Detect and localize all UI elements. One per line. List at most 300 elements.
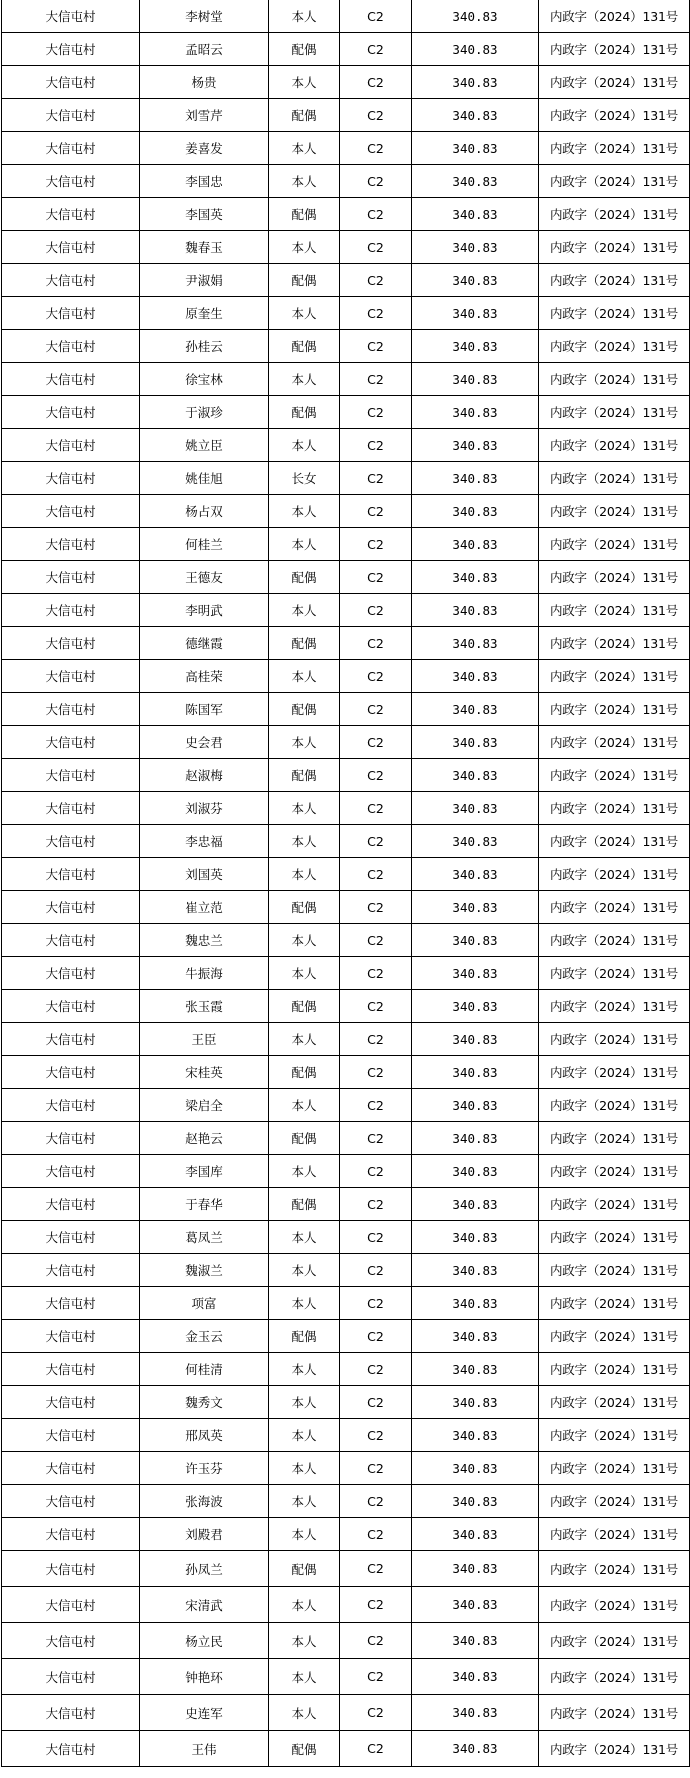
amount-cell: 340.83 bbox=[412, 231, 539, 264]
amount-cell: 340.83 bbox=[412, 1254, 539, 1287]
relation-cell: 本人 bbox=[269, 792, 340, 825]
amount-cell: 340.83 bbox=[412, 726, 539, 759]
document-number-cell: 内政字（2024）131号 bbox=[539, 1188, 690, 1221]
document-number-cell: 内政字（2024）131号 bbox=[539, 957, 690, 990]
village-cell: 大信屯村 bbox=[2, 594, 140, 627]
amount-cell: 340.83 bbox=[412, 1089, 539, 1122]
name-cell: 张玉霞 bbox=[140, 990, 269, 1023]
village-cell: 大信屯村 bbox=[2, 1089, 140, 1122]
village-cell: 大信屯村 bbox=[2, 1551, 140, 1587]
table-row bbox=[2, 1089, 690, 1122]
name-cell: 邢凤英 bbox=[140, 1419, 269, 1452]
relation-cell: 配偶 bbox=[269, 330, 340, 363]
name-cell: 徐宝林 bbox=[140, 363, 269, 396]
village-cell: 大信屯村 bbox=[2, 759, 140, 792]
subsidy-roster-table bbox=[1, 0, 690, 1767]
document-number-cell: 内政字（2024）131号 bbox=[539, 1320, 690, 1353]
grade-cell: C2 bbox=[340, 33, 412, 66]
grade-cell: C2 bbox=[340, 231, 412, 264]
relation-cell: 配偶 bbox=[269, 1731, 340, 1767]
name-cell: 高桂荣 bbox=[140, 660, 269, 693]
table-row bbox=[2, 594, 690, 627]
grade-cell: C2 bbox=[340, 858, 412, 891]
relation-cell: 本人 bbox=[269, 1518, 340, 1551]
grade-cell: C2 bbox=[340, 1386, 412, 1419]
amount-cell: 340.83 bbox=[412, 396, 539, 429]
name-cell: 刘雪芹 bbox=[140, 99, 269, 132]
grade-cell: C2 bbox=[340, 1551, 412, 1587]
relation-cell: 本人 bbox=[269, 1386, 340, 1419]
table-row bbox=[2, 693, 690, 726]
relation-cell: 配偶 bbox=[269, 198, 340, 231]
relation-cell: 本人 bbox=[269, 1695, 340, 1731]
amount-cell: 340.83 bbox=[412, 330, 539, 363]
table-row bbox=[2, 1419, 690, 1452]
village-cell: 大信屯村 bbox=[2, 726, 140, 759]
table-row bbox=[2, 1386, 690, 1419]
amount-cell: 340.83 bbox=[412, 627, 539, 660]
grade-cell: C2 bbox=[340, 1485, 412, 1518]
document-number-cell: 内政字（2024）131号 bbox=[539, 1623, 690, 1659]
amount-cell: 340.83 bbox=[412, 0, 539, 33]
amount-cell: 340.83 bbox=[412, 66, 539, 99]
document-number-cell: 内政字（2024）131号 bbox=[539, 1452, 690, 1485]
document-number-cell: 内政字（2024）131号 bbox=[539, 462, 690, 495]
amount-cell: 340.83 bbox=[412, 1056, 539, 1089]
village-cell: 大信屯村 bbox=[2, 1419, 140, 1452]
document-number-cell: 内政字（2024）131号 bbox=[539, 198, 690, 231]
document-number-cell: 内政字（2024）131号 bbox=[539, 561, 690, 594]
grade-cell: C2 bbox=[340, 924, 412, 957]
relation-cell: 本人 bbox=[269, 594, 340, 627]
village-cell: 大信屯村 bbox=[2, 1155, 140, 1188]
name-cell: 宋桂英 bbox=[140, 1056, 269, 1089]
document-number-cell: 内政字（2024）131号 bbox=[539, 132, 690, 165]
name-cell: 王伟 bbox=[140, 1731, 269, 1767]
name-cell: 李国英 bbox=[140, 198, 269, 231]
document-number-cell: 内政字（2024）131号 bbox=[539, 165, 690, 198]
amount-cell: 340.83 bbox=[412, 132, 539, 165]
name-cell: 陈国军 bbox=[140, 693, 269, 726]
relation-cell: 本人 bbox=[269, 1587, 340, 1623]
grade-cell: C2 bbox=[340, 1023, 412, 1056]
table-row bbox=[2, 495, 690, 528]
amount-cell: 340.83 bbox=[412, 561, 539, 594]
village-cell: 大信屯村 bbox=[2, 825, 140, 858]
grade-cell: C2 bbox=[340, 660, 412, 693]
grade-cell: C2 bbox=[340, 1353, 412, 1386]
grade-cell: C2 bbox=[340, 66, 412, 99]
amount-cell: 340.83 bbox=[412, 891, 539, 924]
grade-cell: C2 bbox=[340, 726, 412, 759]
amount-cell: 340.83 bbox=[412, 1221, 539, 1254]
table-row bbox=[2, 1731, 690, 1767]
table-row bbox=[2, 1551, 690, 1587]
document-number-cell: 内政字（2024）131号 bbox=[539, 33, 690, 66]
village-cell: 大信屯村 bbox=[2, 1353, 140, 1386]
village-cell: 大信屯村 bbox=[2, 693, 140, 726]
table-row bbox=[2, 99, 690, 132]
document-number-cell: 内政字（2024）131号 bbox=[539, 627, 690, 660]
village-cell: 大信屯村 bbox=[2, 495, 140, 528]
village-cell: 大信屯村 bbox=[2, 1623, 140, 1659]
name-cell: 李国忠 bbox=[140, 165, 269, 198]
relation-cell: 本人 bbox=[269, 726, 340, 759]
table-row bbox=[2, 462, 690, 495]
name-cell: 德继霞 bbox=[140, 627, 269, 660]
document-number-cell: 内政字（2024）131号 bbox=[539, 264, 690, 297]
relation-cell: 配偶 bbox=[269, 1320, 340, 1353]
document-number-cell: 内政字（2024）131号 bbox=[539, 594, 690, 627]
table-row bbox=[2, 561, 690, 594]
grade-cell: C2 bbox=[340, 198, 412, 231]
grade-cell: C2 bbox=[340, 1659, 412, 1695]
relation-cell: 本人 bbox=[269, 66, 340, 99]
name-cell: 刘淑芬 bbox=[140, 792, 269, 825]
amount-cell: 340.83 bbox=[412, 957, 539, 990]
name-cell: 史连军 bbox=[140, 1695, 269, 1731]
document-number-cell: 内政字（2024）131号 bbox=[539, 528, 690, 561]
village-cell: 大信屯村 bbox=[2, 330, 140, 363]
grade-cell: C2 bbox=[340, 825, 412, 858]
grade-cell: C2 bbox=[340, 462, 412, 495]
amount-cell: 340.83 bbox=[412, 660, 539, 693]
document-number-cell: 内政字（2024）131号 bbox=[539, 1485, 690, 1518]
document-number-cell: 内政字（2024）131号 bbox=[539, 1287, 690, 1320]
village-cell: 大信屯村 bbox=[2, 66, 140, 99]
relation-cell: 本人 bbox=[269, 825, 340, 858]
document-number-cell: 内政字（2024）131号 bbox=[539, 0, 690, 33]
village-cell: 大信屯村 bbox=[2, 1695, 140, 1731]
grade-cell: C2 bbox=[340, 1623, 412, 1659]
amount-cell: 340.83 bbox=[412, 759, 539, 792]
name-cell: 原奎生 bbox=[140, 297, 269, 330]
amount-cell: 340.83 bbox=[412, 1386, 539, 1419]
table-row bbox=[2, 1320, 690, 1353]
village-cell: 大信屯村 bbox=[2, 990, 140, 1023]
relation-cell: 本人 bbox=[269, 1221, 340, 1254]
grade-cell: C2 bbox=[340, 1518, 412, 1551]
grade-cell: C2 bbox=[340, 594, 412, 627]
amount-cell: 340.83 bbox=[412, 990, 539, 1023]
document-number-cell: 内政字（2024）131号 bbox=[539, 66, 690, 99]
relation-cell: 配偶 bbox=[269, 396, 340, 429]
document-number-cell: 内政字（2024）131号 bbox=[539, 858, 690, 891]
relation-cell: 本人 bbox=[269, 1353, 340, 1386]
name-cell: 牛振海 bbox=[140, 957, 269, 990]
village-cell: 大信屯村 bbox=[2, 363, 140, 396]
document-number-cell: 内政字（2024）131号 bbox=[539, 891, 690, 924]
document-number-cell: 内政字（2024）131号 bbox=[539, 990, 690, 1023]
table-row bbox=[2, 1353, 690, 1386]
name-cell: 于春华 bbox=[140, 1188, 269, 1221]
name-cell: 钟艳环 bbox=[140, 1659, 269, 1695]
amount-cell: 340.83 bbox=[412, 792, 539, 825]
document-number-cell: 内政字（2024）131号 bbox=[539, 297, 690, 330]
relation-cell: 本人 bbox=[269, 1155, 340, 1188]
table-row bbox=[2, 1659, 690, 1695]
name-cell: 李国库 bbox=[140, 1155, 269, 1188]
document-number-cell: 内政字（2024）131号 bbox=[539, 1155, 690, 1188]
name-cell: 姚立臣 bbox=[140, 429, 269, 462]
name-cell: 杨占双 bbox=[140, 495, 269, 528]
name-cell: 李树堂 bbox=[140, 0, 269, 33]
relation-cell: 配偶 bbox=[269, 561, 340, 594]
table-row bbox=[2, 627, 690, 660]
grade-cell: C2 bbox=[340, 495, 412, 528]
name-cell: 葛凤兰 bbox=[140, 1221, 269, 1254]
table-row bbox=[2, 792, 690, 825]
grade-cell: C2 bbox=[340, 330, 412, 363]
village-cell: 大信屯村 bbox=[2, 627, 140, 660]
document-number-cell: 内政字（2024）131号 bbox=[539, 1695, 690, 1731]
document-number-cell: 内政字（2024）131号 bbox=[539, 1659, 690, 1695]
relation-cell: 配偶 bbox=[269, 759, 340, 792]
village-cell: 大信屯村 bbox=[2, 1386, 140, 1419]
village-cell: 大信屯村 bbox=[2, 231, 140, 264]
name-cell: 王臣 bbox=[140, 1023, 269, 1056]
name-cell: 孙桂云 bbox=[140, 330, 269, 363]
document-number-cell: 内政字（2024）131号 bbox=[539, 1551, 690, 1587]
table-row bbox=[2, 1623, 690, 1659]
amount-cell: 340.83 bbox=[412, 594, 539, 627]
name-cell: 何桂兰 bbox=[140, 528, 269, 561]
name-cell: 杨贵 bbox=[140, 66, 269, 99]
table-row bbox=[2, 528, 690, 561]
document-number-cell: 内政字（2024）131号 bbox=[539, 693, 690, 726]
document-number-cell: 内政字（2024）131号 bbox=[539, 495, 690, 528]
name-cell: 杨立民 bbox=[140, 1623, 269, 1659]
relation-cell: 本人 bbox=[269, 495, 340, 528]
village-cell: 大信屯村 bbox=[2, 660, 140, 693]
grade-cell: C2 bbox=[340, 990, 412, 1023]
grade-cell: C2 bbox=[340, 297, 412, 330]
village-cell: 大信屯村 bbox=[2, 858, 140, 891]
village-cell: 大信屯村 bbox=[2, 1188, 140, 1221]
relation-cell: 本人 bbox=[269, 957, 340, 990]
name-cell: 王德友 bbox=[140, 561, 269, 594]
relation-cell: 配偶 bbox=[269, 1122, 340, 1155]
village-cell: 大信屯村 bbox=[2, 1320, 140, 1353]
document-number-cell: 内政字（2024）131号 bbox=[539, 1353, 690, 1386]
amount-cell: 340.83 bbox=[412, 1353, 539, 1386]
amount-cell: 340.83 bbox=[412, 825, 539, 858]
table-row bbox=[2, 957, 690, 990]
name-cell: 赵淑梅 bbox=[140, 759, 269, 792]
amount-cell: 340.83 bbox=[412, 429, 539, 462]
document-number-cell: 内政字（2024）131号 bbox=[539, 759, 690, 792]
table-row bbox=[2, 1287, 690, 1320]
amount-cell: 340.83 bbox=[412, 264, 539, 297]
relation-cell: 本人 bbox=[269, 165, 340, 198]
relation-cell: 配偶 bbox=[269, 990, 340, 1023]
relation-cell: 本人 bbox=[269, 429, 340, 462]
document-number-cell: 内政字（2024）131号 bbox=[539, 1089, 690, 1122]
relation-cell: 本人 bbox=[269, 1452, 340, 1485]
name-cell: 李明武 bbox=[140, 594, 269, 627]
table-row bbox=[2, 66, 690, 99]
table-row bbox=[2, 429, 690, 462]
name-cell: 宋清武 bbox=[140, 1587, 269, 1623]
table-row bbox=[2, 33, 690, 66]
table-row bbox=[2, 0, 690, 33]
relation-cell: 本人 bbox=[269, 1485, 340, 1518]
grade-cell: C2 bbox=[340, 792, 412, 825]
amount-cell: 340.83 bbox=[412, 1587, 539, 1623]
grade-cell: C2 bbox=[340, 1320, 412, 1353]
relation-cell: 本人 bbox=[269, 1659, 340, 1695]
name-cell: 金玉云 bbox=[140, 1320, 269, 1353]
amount-cell: 340.83 bbox=[412, 1188, 539, 1221]
grade-cell: C2 bbox=[340, 264, 412, 297]
amount-cell: 340.83 bbox=[412, 495, 539, 528]
relation-cell: 配偶 bbox=[269, 1551, 340, 1587]
table-row bbox=[2, 264, 690, 297]
table-row bbox=[2, 1023, 690, 1056]
name-cell: 魏忠兰 bbox=[140, 924, 269, 957]
relation-cell: 本人 bbox=[269, 1287, 340, 1320]
village-cell: 大信屯村 bbox=[2, 1485, 140, 1518]
amount-cell: 340.83 bbox=[412, 858, 539, 891]
name-cell: 于淑珍 bbox=[140, 396, 269, 429]
document-number-cell: 内政字（2024）131号 bbox=[539, 1221, 690, 1254]
village-cell: 大信屯村 bbox=[2, 132, 140, 165]
village-cell: 大信屯村 bbox=[2, 198, 140, 231]
name-cell: 项富 bbox=[140, 1287, 269, 1320]
table-row bbox=[2, 396, 690, 429]
relation-cell: 本人 bbox=[269, 1089, 340, 1122]
relation-cell: 本人 bbox=[269, 132, 340, 165]
amount-cell: 340.83 bbox=[412, 924, 539, 957]
table-row bbox=[2, 1155, 690, 1188]
name-cell: 孙凤兰 bbox=[140, 1551, 269, 1587]
village-cell: 大信屯村 bbox=[2, 1221, 140, 1254]
grade-cell: C2 bbox=[340, 1089, 412, 1122]
amount-cell: 340.83 bbox=[412, 1659, 539, 1695]
grade-cell: C2 bbox=[340, 627, 412, 660]
amount-cell: 340.83 bbox=[412, 1023, 539, 1056]
name-cell: 梁启全 bbox=[140, 1089, 269, 1122]
document-number-cell: 内政字（2024）131号 bbox=[539, 792, 690, 825]
village-cell: 大信屯村 bbox=[2, 165, 140, 198]
grade-cell: C2 bbox=[340, 132, 412, 165]
table-row bbox=[2, 1518, 690, 1551]
relation-cell: 本人 bbox=[269, 1623, 340, 1659]
relation-cell: 本人 bbox=[269, 363, 340, 396]
amount-cell: 340.83 bbox=[412, 1155, 539, 1188]
relation-cell: 配偶 bbox=[269, 627, 340, 660]
grade-cell: C2 bbox=[340, 1695, 412, 1731]
relation-cell: 本人 bbox=[269, 0, 340, 33]
document-number-cell: 内政字（2024）131号 bbox=[539, 99, 690, 132]
relation-cell: 配偶 bbox=[269, 264, 340, 297]
village-cell: 大信屯村 bbox=[2, 1254, 140, 1287]
table-row bbox=[2, 726, 690, 759]
village-cell: 大信屯村 bbox=[2, 99, 140, 132]
relation-cell: 本人 bbox=[269, 1254, 340, 1287]
amount-cell: 340.83 bbox=[412, 1122, 539, 1155]
grade-cell: C2 bbox=[340, 891, 412, 924]
table-row bbox=[2, 198, 690, 231]
amount-cell: 340.83 bbox=[412, 1320, 539, 1353]
village-cell: 大信屯村 bbox=[2, 396, 140, 429]
relation-cell: 本人 bbox=[269, 660, 340, 693]
document-number-cell: 内政字（2024）131号 bbox=[539, 726, 690, 759]
grade-cell: C2 bbox=[340, 1419, 412, 1452]
relation-cell: 本人 bbox=[269, 858, 340, 891]
amount-cell: 340.83 bbox=[412, 693, 539, 726]
village-cell: 大信屯村 bbox=[2, 297, 140, 330]
document-number-cell: 内政字（2024）131号 bbox=[539, 1254, 690, 1287]
table-body bbox=[2, 0, 690, 1767]
amount-cell: 340.83 bbox=[412, 198, 539, 231]
grade-cell: C2 bbox=[340, 396, 412, 429]
name-cell: 孟昭云 bbox=[140, 33, 269, 66]
grade-cell: C2 bbox=[340, 1587, 412, 1623]
table-row bbox=[2, 1452, 690, 1485]
grade-cell: C2 bbox=[340, 759, 412, 792]
name-cell: 尹淑娟 bbox=[140, 264, 269, 297]
document-number-cell: 内政字（2024）131号 bbox=[539, 396, 690, 429]
table-row bbox=[2, 1122, 690, 1155]
document-number-cell: 内政字（2024）131号 bbox=[539, 330, 690, 363]
relation-cell: 本人 bbox=[269, 231, 340, 264]
relation-cell: 配偶 bbox=[269, 99, 340, 132]
table-row bbox=[2, 1254, 690, 1287]
document-number-cell: 内政字（2024）131号 bbox=[539, 1122, 690, 1155]
village-cell: 大信屯村 bbox=[2, 957, 140, 990]
grade-cell: C2 bbox=[340, 1731, 412, 1767]
village-cell: 大信屯村 bbox=[2, 528, 140, 561]
name-cell: 刘国英 bbox=[140, 858, 269, 891]
document-number-cell: 内政字（2024）131号 bbox=[539, 924, 690, 957]
table-row bbox=[2, 1485, 690, 1518]
village-cell: 大信屯村 bbox=[2, 1518, 140, 1551]
table-row bbox=[2, 858, 690, 891]
village-cell: 大信屯村 bbox=[2, 1287, 140, 1320]
table-row bbox=[2, 1056, 690, 1089]
grade-cell: C2 bbox=[340, 0, 412, 33]
document-number-cell: 内政字（2024）131号 bbox=[539, 660, 690, 693]
village-cell: 大信屯村 bbox=[2, 1023, 140, 1056]
grade-cell: C2 bbox=[340, 1122, 412, 1155]
village-cell: 大信屯村 bbox=[2, 1659, 140, 1695]
village-cell: 大信屯村 bbox=[2, 1452, 140, 1485]
table-row bbox=[2, 759, 690, 792]
grade-cell: C2 bbox=[340, 693, 412, 726]
amount-cell: 340.83 bbox=[412, 1695, 539, 1731]
grade-cell: C2 bbox=[340, 165, 412, 198]
grade-cell: C2 bbox=[340, 1188, 412, 1221]
amount-cell: 340.83 bbox=[412, 297, 539, 330]
name-cell: 魏淑兰 bbox=[140, 1254, 269, 1287]
table-row bbox=[2, 924, 690, 957]
relation-cell: 本人 bbox=[269, 297, 340, 330]
amount-cell: 340.83 bbox=[412, 1419, 539, 1452]
document-number-cell: 内政字（2024）131号 bbox=[539, 429, 690, 462]
grade-cell: C2 bbox=[340, 528, 412, 561]
amount-cell: 340.83 bbox=[412, 1287, 539, 1320]
grade-cell: C2 bbox=[340, 561, 412, 594]
grade-cell: C2 bbox=[340, 1452, 412, 1485]
document-number-cell: 内政字（2024）131号 bbox=[539, 825, 690, 858]
relation-cell: 配偶 bbox=[269, 693, 340, 726]
relation-cell: 本人 bbox=[269, 1419, 340, 1452]
table-row bbox=[2, 660, 690, 693]
grade-cell: C2 bbox=[340, 1287, 412, 1320]
table-row bbox=[2, 231, 690, 264]
table-row bbox=[2, 165, 690, 198]
